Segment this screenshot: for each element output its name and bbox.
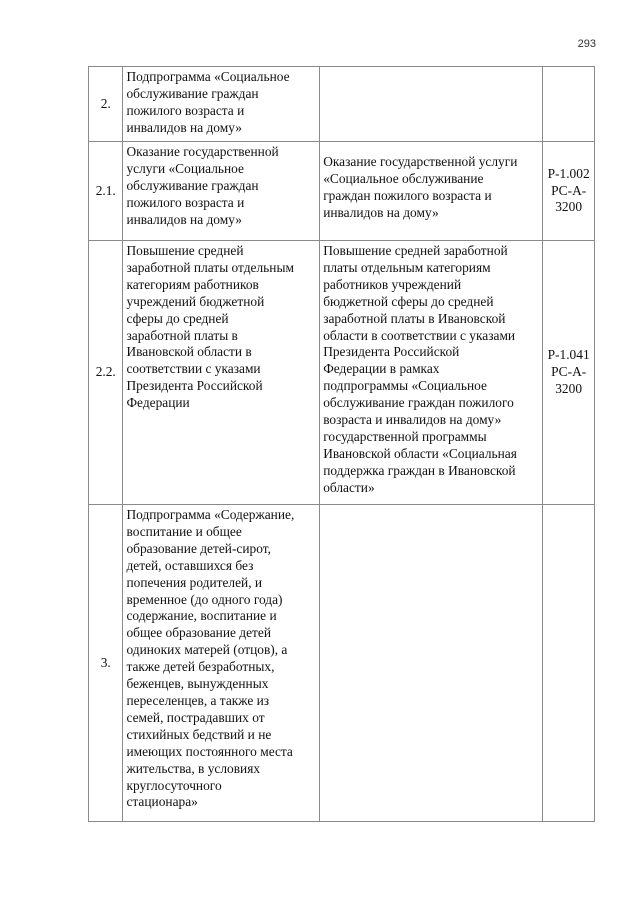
cell-line: обслуживание граждан пожилого [323, 395, 514, 411]
cell-line: инвалидов на дому» [126, 211, 242, 227]
cell-line: образование детей-сирот, [126, 540, 271, 556]
cell-line: беженцев, вынужденных [126, 676, 269, 692]
table-row [89, 505, 595, 822]
cell-line: Повышение средней [126, 243, 244, 258]
description-cell [320, 505, 543, 822]
row-number: 3. [89, 505, 123, 822]
cell-line: Повышение средней заработной [323, 243, 508, 258]
cell-line: 3200 [555, 199, 583, 215]
cell-line: общее образование детей [126, 625, 272, 641]
cell-line: «Социальное обслуживание [323, 170, 484, 186]
cell-line: подпрограммы «Социальное [323, 378, 487, 394]
cell-line: поддержка граждан в Ивановской [323, 462, 516, 478]
cell-line: переселенцев, а также из [126, 692, 270, 708]
code-cell [543, 505, 595, 822]
cell-line: учреждений бюджетной [126, 293, 265, 309]
program-name-cell [123, 505, 320, 822]
cell-line: возраста и инвалидов на дому» [323, 412, 502, 428]
cell-line: категориям работников [126, 276, 259, 292]
cell-line: работников учреждений [323, 276, 462, 292]
cell-line: РС-А- [551, 182, 587, 198]
cell-line: области в соответствии с указами [323, 327, 516, 343]
cell-line: Ивановской области «Социальная [323, 445, 517, 461]
cell-line: соответствии с указами [126, 361, 261, 377]
cell-line: имеющих постоянного места [126, 743, 293, 759]
cell-line: Р-1.002 [547, 165, 590, 181]
cell-line: 3200 [555, 380, 583, 396]
cell-line: одиноких матерей (отцов), а [126, 642, 288, 658]
cell-line: РС-А- [551, 364, 587, 380]
cell-line: Оказание государственной услуги [323, 154, 518, 169]
cell-line: заработной платы в Ивановской [323, 310, 506, 326]
program-name-cell [123, 67, 320, 142]
cell-line: заработной платы отдельным [126, 259, 294, 275]
row-number: 2. [89, 67, 123, 142]
cell-line: граждан пожилого возраста и [323, 187, 492, 203]
cell-line: инвалидов на дому» [323, 204, 439, 220]
cell-line: платы отдельным категориям [323, 259, 491, 275]
table-row [89, 142, 595, 241]
cell-line: детей, оставшихся без [126, 557, 254, 573]
cell-line: стихийных бедствий и не [126, 726, 272, 742]
description-cell [320, 67, 543, 142]
cell-line: обслуживание граждан [126, 177, 259, 193]
cell-line: заработной платы в [126, 327, 238, 343]
cell-line: области» [323, 479, 375, 495]
code-cell [543, 142, 595, 241]
cell-line: воспитание и общее [126, 523, 242, 539]
cell-line: бюджетной сферы до средней [323, 293, 494, 309]
code-cell [543, 241, 595, 505]
cell-line: Президента Российской [126, 378, 263, 394]
program-name-cell [123, 241, 320, 505]
cell-line: государственной программы [323, 428, 487, 444]
cell-line: Ивановской области в [126, 344, 252, 360]
cell-line: пожилого возраста и [126, 194, 245, 210]
cell-line: семей, пострадавших от [126, 709, 265, 725]
description-cell [320, 241, 543, 505]
cell-line: инвалидов на дому» [126, 119, 242, 135]
cell-line: круглосуточного [126, 777, 222, 793]
cell-line: сферы до средней [126, 310, 229, 326]
cell-line: услуги «Социальное [126, 160, 244, 176]
program-table [88, 66, 595, 822]
cell-line: содержание, воспитание и [126, 608, 277, 624]
cell-line: попечения родителей, и [126, 574, 263, 590]
page-number: 293 [577, 38, 596, 50]
description-cell [320, 142, 543, 241]
table-row [89, 67, 595, 142]
cell-line: Оказание государственной [126, 144, 279, 159]
row-number: 2.1. [89, 142, 123, 241]
row-number: 2.2. [89, 241, 123, 505]
cell-line: Президента Российской [323, 344, 460, 360]
cell-line: жительства, в условиях [126, 760, 261, 776]
cell-line: обслуживание граждан [126, 85, 259, 101]
cell-line: стационара» [126, 794, 198, 810]
code-cell [543, 67, 595, 142]
cell-line: Федерации в рамках [323, 361, 440, 377]
table-row [89, 241, 595, 505]
cell-line: Р-1.041 [547, 347, 590, 363]
cell-line: пожилого возраста и [126, 102, 245, 118]
cell-line: временное (до одного года) [126, 591, 283, 607]
program-name-cell [123, 142, 320, 241]
cell-line: Подпрограмма «Социальное [126, 69, 290, 84]
cell-line: Подпрограмма «Содержание, [126, 507, 295, 522]
cell-line: Федерации [126, 395, 190, 411]
cell-line: также детей безработных, [126, 659, 275, 675]
